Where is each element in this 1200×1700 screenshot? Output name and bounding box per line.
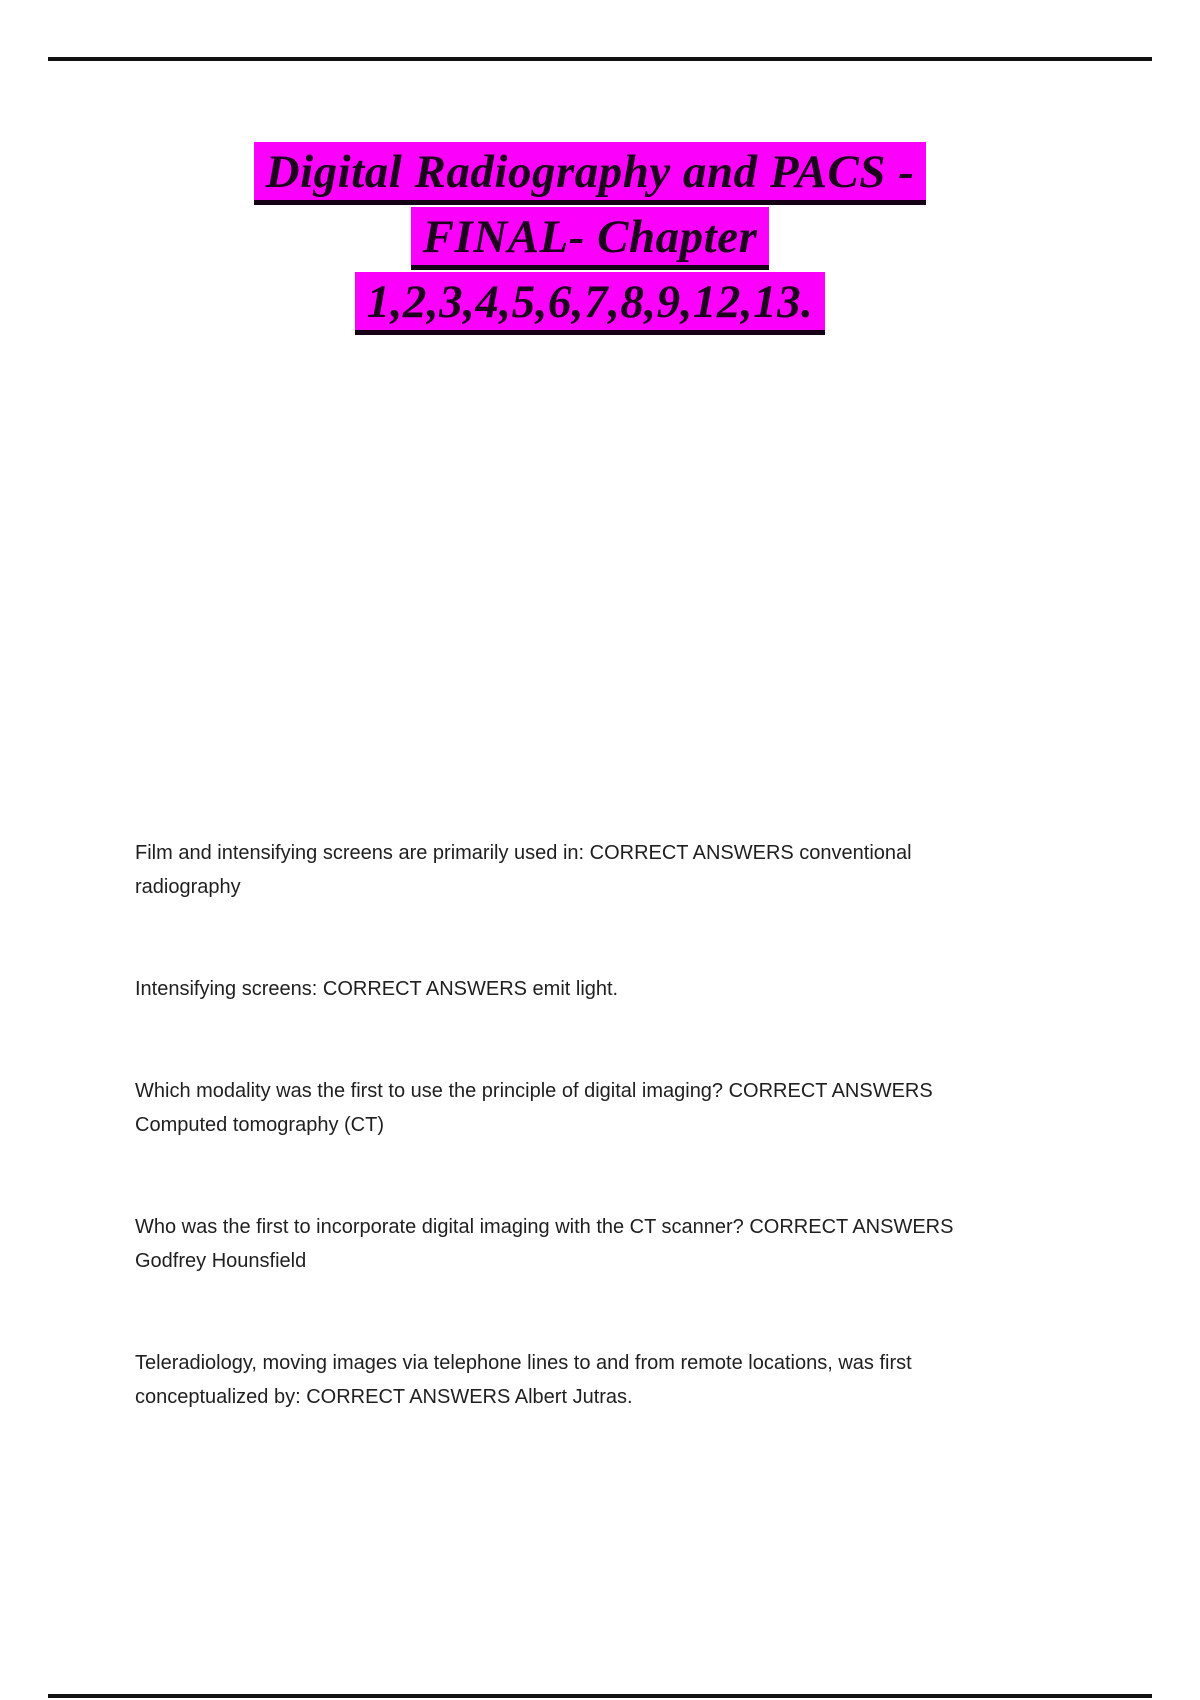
- qa-paragraph-4-line-2: Godfrey Hounsfield: [135, 1250, 307, 1272]
- qa-paragraph-5-line-2: conceptualized by: CORRECT ANSWERS Albert Jutras.: [135, 1386, 633, 1408]
- title-line-3: [0, 272, 1180, 335]
- qa-paragraph-2-line-1: Intensifying screens: CORRECT ANSWERS emit light.: [135, 978, 619, 1000]
- document-body: [135, 836, 1095, 1482]
- document-title: [0, 142, 1180, 337]
- top-rule: [48, 57, 1152, 61]
- qa-paragraph-5: [135, 1346, 1095, 1414]
- qa-paragraph-4: [135, 1210, 1095, 1278]
- qa-paragraph-1: [135, 836, 1095, 904]
- qa-paragraph-2: [135, 972, 1095, 1006]
- qa-paragraph-4-line-1: Who was the first to incorporate digital imaging with the CT scanner? CORRECT ANSWERS: [135, 1216, 954, 1238]
- qa-paragraph-1-line-2: radiography: [135, 876, 241, 898]
- qa-paragraph-3-line-2: Computed tomography (CT): [135, 1114, 384, 1136]
- title-line-2-highlight: FINAL- Chapter: [411, 207, 770, 270]
- qa-paragraph-3-line-1: Which modality was the first to use the principle of digital imaging? CORRECT ANSWERS: [135, 1080, 933, 1102]
- qa-paragraph-3: [135, 1074, 1095, 1142]
- title-line-3-highlight: 1,2,3,4,5,6,7,8,9,12,13.: [355, 272, 826, 335]
- title-line-1-highlight: Digital Radiography and PACS -: [254, 142, 927, 205]
- title-line-1: [0, 142, 1180, 205]
- bottom-rule: [48, 1694, 1152, 1698]
- title-line-2: [0, 207, 1180, 270]
- qa-paragraph-5-line-1: Teleradiology, moving images via telephone lines to and from remote locations, was first: [135, 1352, 912, 1374]
- qa-paragraph-1-line-1: Film and intensifying screens are primarily used in: CORRECT ANSWERS conventional: [135, 842, 912, 864]
